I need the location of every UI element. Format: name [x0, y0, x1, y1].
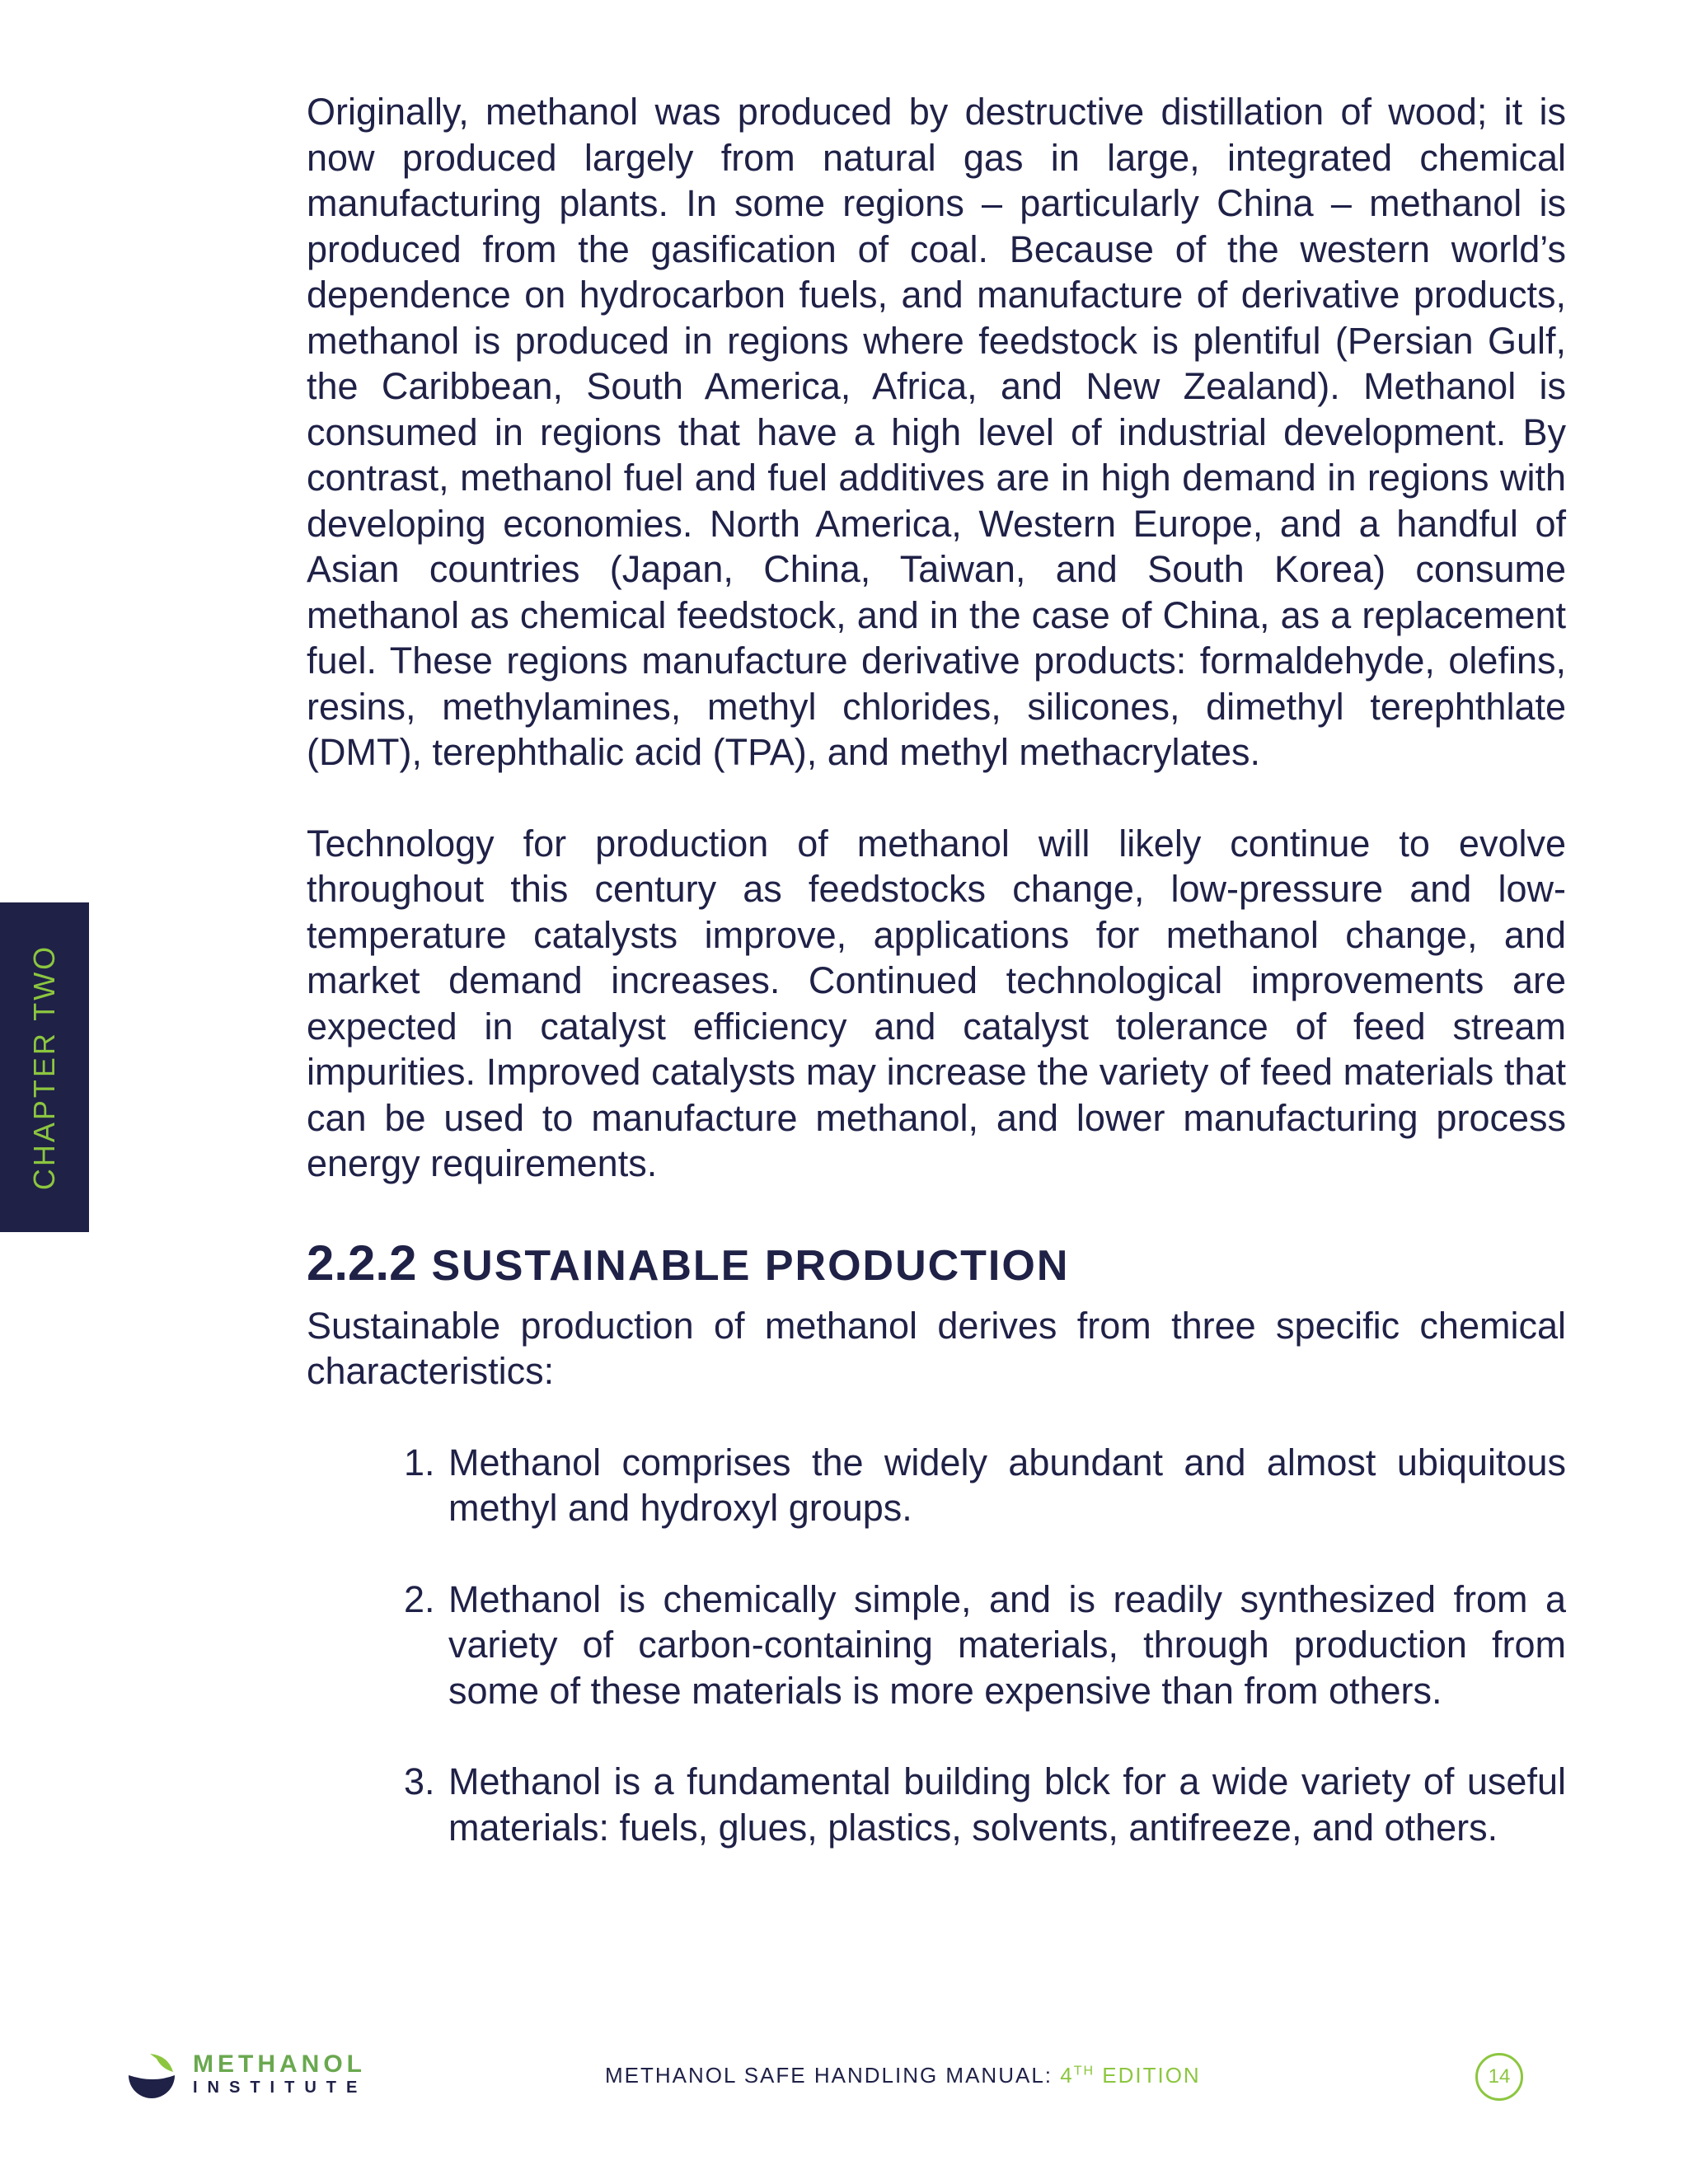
section-intro: Sustainable production of methanol derives from three specific chemical characteristics:	[307, 1304, 1566, 1392]
logo-mark-icon	[125, 2050, 178, 2103]
paragraph-technology: Technology for production of methanol will likely continue to evolve throughout this century as feedstocks change, low-pressure and low-temperature catalysts improve, applications for methanol change, and market demand increases. Continued technological improvements are expected in catalyst efficiency and catalyst tolerance of feed stream impurities. Improved catalysts may increase the variety of feed materials that can be used to manufacture methanol, and lower manufacturing process energy requirements.	[307, 822, 1566, 1184]
paragraph-methanol-origins: Originally, methanol was produced by destructive distillation of wood; it is now produced largely from natural gas in large, integrated chemical manufacturing plants. In some regions – particularly China – methanol is produced from the gasification of coal. Because of the western world’s dependence on hydrocarbon fuels, and manufacture of derivative products, methanol is produced in regions where feedstock is plentiful (Persian Gulf, the Caribbean, South America, Africa, and New Zealand). Methanol is consumed in regions that have a high level of industrial development. By contrast, methanol fuel and fuel additives are in high demand in regions with developing economies. North America, Western Europe, and a handful of Asian countries (Japan, China, Taiwan, and South Korea) consume methanol as chemical feedstock, and in the case of China, as a replacement fuel. These regions manufacture derivative products: formaldehyde, olefins, resins, methylamines, methyl chlorides, silicones, dimethyl terephthlate (DMT), terephthalic acid (TPA), and methyl methacrylates.	[307, 91, 1566, 773]
list-marker: 3.	[404, 1760, 435, 1802]
page-content	[307, 89, 1566, 1850]
edition-word: EDITION	[1095, 2063, 1201, 2088]
section-number: 2.2.2	[307, 1235, 417, 1291]
list-item	[307, 1440, 1566, 1531]
section-title: SUSTAINABLE PRODUCTION	[431, 1241, 1070, 1290]
logo-text-methanol: METHANOL	[193, 2050, 366, 2078]
edition-number: 4	[1060, 2063, 1074, 2088]
list-marker: 1.	[404, 1441, 435, 1483]
methanol-institute-logo	[125, 2050, 373, 2108]
footer-title	[605, 2063, 1201, 2088]
list-item-text: Methanol comprises the widely abundant and almost ubiquitous methyl and hydroxyl groups.	[448, 1441, 1566, 1529]
list-item	[307, 1759, 1566, 1850]
list-item	[307, 1577, 1566, 1714]
footer-edition	[1060, 2063, 1200, 2088]
list-item-text: Methanol is chemically simple, and is readily synthesized from a variety of carbon-containing materials, through production from some of these materials is more expensive than from others.	[448, 1577, 1566, 1712]
page-number: 14	[1475, 2053, 1523, 2101]
characteristics-list	[307, 1440, 1566, 1851]
chapter-tab	[0, 902, 89, 1232]
logo-text-institute: INSTITUTE	[193, 2079, 368, 2097]
list-marker: 2.	[404, 1577, 435, 1620]
list-item-text: Methanol is a fundamental building blck for a wide variety of useful materials: fuels, glues, plastics, solvents, antifreeze, and others.	[448, 1760, 1566, 1849]
chapter-tab-label: CHAPTER TWO	[27, 944, 61, 1191]
section-heading	[307, 1235, 1566, 1303]
footer-manual-name: METHANOL SAFE HANDLING MANUAL:	[605, 2063, 1061, 2088]
edition-suffix: TH	[1073, 2064, 1095, 2079]
